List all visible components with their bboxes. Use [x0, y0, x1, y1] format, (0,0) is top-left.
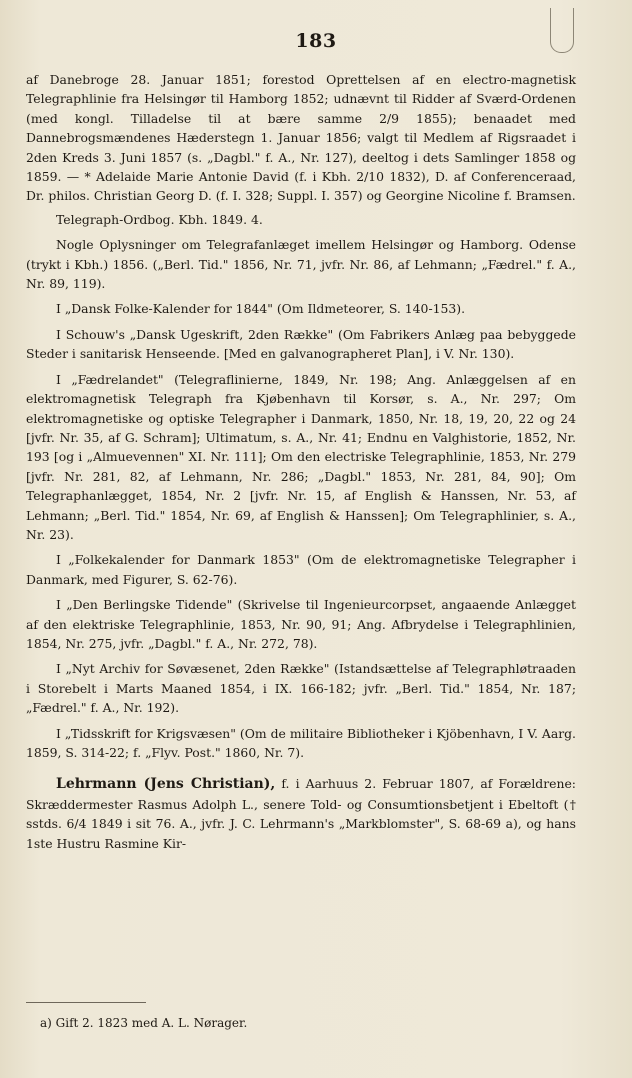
page-number: 183 — [295, 30, 337, 52]
paragraph-faedrelandet: I „Fædrelandet" (Telegraflinierne, 1849, Nr. 198; Ang. Anlæggelsen af en elektromagnetisk Telegraph fra Kjøbenhavn til Korsør, s. A., Nr. 297; Om elektromagnetiske og optiske Telegrapher i Danmark, 1850, Nr. 18, 19, 20, 22 og 24 [jvfr. Nr. 35, af G. Schram]; Ultimatum, s. A., Nr. 41; Endnu en Valghistorie, 1852, Nr. 193 [og i „Almuevennen" XI. Nr. 111]; Om den electriske Telegraphlinie, 1853, Nr. 279 [jvfr. Nr. 281, 82, af Lehmann, Nr. 286; „Dagbl." 1853, Nr. 281, 84, 90]; Om Telegraphanlægget, 1854, Nr. 2 [jvfr. Nr. 15, af English & Hanssen, Nr. 53, af Lehmann; „Berl. Tid." 1854, Nr. 69, af English & Hanssen]; Om Telegraphlinier, s. A., Nr. 23). — [26, 371, 576, 542]
paragraph-telegraph-ordbog: Telegraph-Ordbog. Kbh. 1849. 4. — [56, 211, 263, 227]
biography-name: Lehrmann (Jens Christian), — [56, 776, 276, 793]
page-body-text — [26, 70, 576, 859]
biography-entry — [26, 774, 576, 853]
footnote-divider — [26, 1002, 146, 1003]
paragraph-berlingske-tidende: I „Den Berlingske Tidende" (Skrivelse til Ingenieurcorpset, angaaende Anlægget af den elektriske Telegraphlinie, 1853, Nr. 90, 91; Ang. Afbrydelse i Telegraphlinien, 1854, Nr. 275, jvfr. „Dagbl." f. A., Nr. 272, 78). — [26, 597, 576, 651]
paragraph-tidsskrift-krigsvaesen: I „Tidsskrift for Krigsvæsen" (Om de militaire Bibliotheker i Kjöbenhavn, I V. Aarg. 1859, S. 314-22; f. „Flyv. Post." 1860, Nr. 7). — [26, 725, 576, 760]
paragraph-continuation: af Danebroge 28. Januar 1851; forestod Oprettelsen af en electro-magnetisk Telegraphlinie fra Helsingør til Hamborg 1852; udnævnt til Ridder af Sværd-Ordenen (med kongl. Tilladelse til at bære samme 2/9 1855); benaadet med Dannebrogsmændenes Hæderstegn 1. Januar 1856; valgt til Medlem af Rigsraadet i 2den Kreds 3. Juni 1857 (s. „Dagbl." f. A., Nr. 127), deeltog i dets Samlinger 1858 og 1859. — * Adelaide Marie Antonie David (f. i Kbh. 2/10 1832), D. af Conferenceraad, Dr. philos. Christian Georg D. (f. I. 328; Suppl. I. 357) og Georgine Nicoline f. Bramsen. — [26, 72, 576, 204]
paragraph-folkekalender-1853: I „Folkekalender for Danmark 1853" (Om de elektromagnetiske Telegrapher i Danmark, med Figurer, S. 62-76). — [26, 552, 576, 587]
paragraph-nogle-oplysninger: Nogle Oplysninger om Telegrafanlæget imellem Helsingør og Hamborg. Odense (trykt i Kbh.) 1856. („Berl. Tid." 1856, Nr. 71, jvfr. Nr. 86, af Lehmann; „Fædrel." f. A., Nr. 89, 119). — [26, 237, 576, 292]
biography-text: f. i Aarhuus 2. Februar 1807, af Forældrene: Skræddermester Rasmus Adolph L., senere Told- og Consumtionsbetjent i Ebeltoft († sstds. 6/4 1849 i sit 76. A., jvfr. J. C. Lehrmann's „Markblomster", S. 68-69 a), og hans 1ste Hustru Rasmine Kir- — [26, 776, 576, 851]
paragraph-dansk-ugeskrift: I Schouw's „Dansk Ugeskrift, 2den Række" (Om Fabrikers Anlæg paa bebyggede Steder i sanitarisk Henseende. [Med en galvanographeret Plan], i V. Nr. 130). — [26, 326, 576, 362]
footnote: a) Gift 2. 1823 med A. L. Nørager. — [40, 1016, 248, 1030]
paragraph-folke-kalender-1844: I „Dansk Folke-Kalender for 1844" (Om Ildmeteorer, S. 140-153). — [56, 301, 466, 317]
paragraph-nyt-archiv: I „Nyt Archiv for Søvæsenet, 2den Række" (Istandsættelse af Telegraphløtraaden i Storebelt i Marts Maaned 1854, i IX. 166-182; jvfr. „Berl. Tid." 1854, Nr. 187; „Fædrel." f. A., Nr. 192). — [26, 661, 576, 716]
